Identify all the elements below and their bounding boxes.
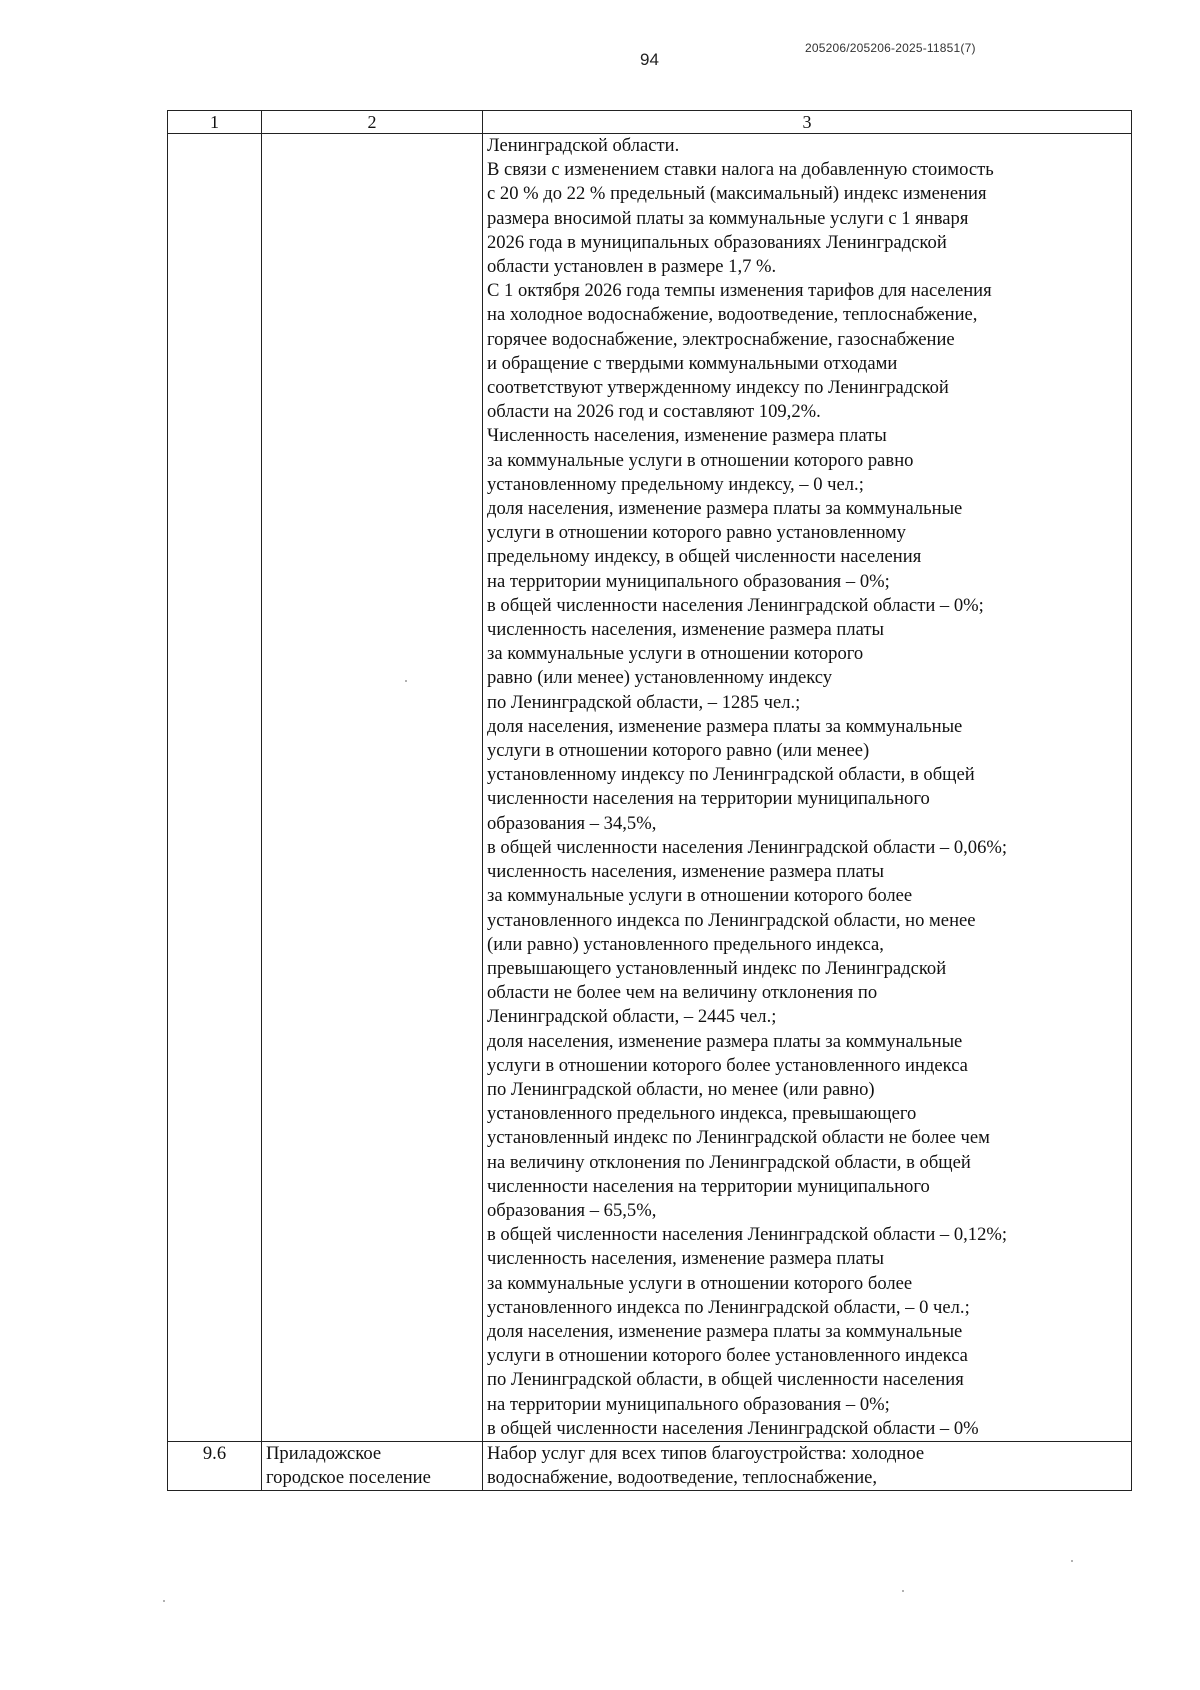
- description-line: горячее водоснабжение, электроснабжение, газоснабжение: [487, 328, 955, 350]
- description-line: численности населения на территории муниципального: [487, 788, 930, 810]
- description-line: образования – 65,5%,: [487, 1199, 657, 1221]
- column-header-1: 1: [168, 111, 262, 134]
- description-line: услуги в отношении которого равно (или менее): [487, 740, 870, 762]
- page-number: 94: [640, 50, 659, 69]
- description-line: за коммунальные услуги в отношении которого: [487, 643, 864, 665]
- description-cell: [483, 1441, 1132, 1490]
- description-line: доля населения, изменение размера платы за коммунальные: [487, 1320, 963, 1342]
- row-number-cell: 9.6: [168, 1441, 262, 1490]
- description-line: Ленинградской области.: [487, 135, 680, 156]
- table-header-row: [168, 111, 1132, 134]
- description-line: установленному индексу по Ленинградской области, в общей: [487, 764, 975, 786]
- description-line: области на 2026 год и составляют 109,2%.: [487, 401, 821, 423]
- scan-speck: [902, 1590, 904, 1592]
- description-line: услуги в отношении которого равно установленному: [487, 522, 906, 544]
- table-row-9-6: [168, 1441, 1132, 1490]
- description-line: численность населения, изменение размера платы: [487, 861, 884, 883]
- description-line: соответствуют утвержденному индексу по Ленинградской: [487, 377, 949, 399]
- municipal-services-table: [167, 110, 1132, 1491]
- description-line: на холодное водоснабжение, водоотведение, теплоснабжение,: [487, 304, 978, 326]
- description-line: на территории муниципального образования – 0%;: [487, 1393, 890, 1415]
- description-line: и обращение с твердыми коммунальными отходами: [487, 352, 898, 374]
- description-line: за коммунальные услуги в отношении которого более: [487, 1272, 913, 1294]
- document-code: 205206/205206-2025-11851(7): [805, 41, 976, 55]
- column-header-3: 3: [483, 111, 1132, 134]
- description-line: области не более чем на величину отклонения по: [487, 982, 878, 1004]
- description-line: 2026 года в муниципальных образованиях Ленинградской: [487, 231, 947, 253]
- municipality-name-line: Приладожское: [266, 1442, 382, 1464]
- description-line: установленный индекс по Ленинградской области не более чем: [487, 1127, 990, 1149]
- description-line: с 20 % до 22 % предельный (максимальный) индекс изменения: [487, 183, 987, 205]
- municipality-name-cell: [262, 1441, 483, 1490]
- column-header-2: 2: [262, 111, 483, 134]
- description-line: установленного индекса по Ленинградской области, но менее: [487, 909, 976, 931]
- description-line: установленного индекса по Ленинградской области, – 0 чел.;: [487, 1296, 970, 1318]
- municipality-name-line: городское поселение: [266, 1467, 431, 1489]
- description-line: установленного предельного индекса, превышающего: [487, 1103, 917, 1125]
- scan-speck: [1071, 1560, 1073, 1562]
- description-line: услуги в отношении которого более установленного индекса: [487, 1345, 968, 1367]
- description-line: размера вносимой платы за коммунальные услуги с 1 января: [487, 207, 969, 229]
- description-line: в общей численности населения Ленинградской области – 0%;: [487, 594, 984, 616]
- description-line: в общей численности населения Ленинградской области – 0,12%;: [487, 1224, 1008, 1246]
- municipality-name-cell: [262, 134, 483, 1442]
- description-line: в общей численности населения Ленинградской области – 0,06%;: [487, 836, 1008, 858]
- scan-speck: [163, 1600, 165, 1602]
- description-line: Набор услуг для всех типов благоустройства: холодное: [487, 1442, 925, 1464]
- description-line: (или равно) установленного предельного индекса,: [487, 933, 884, 955]
- description-line: установленному предельному индексу, – 0 чел.;: [487, 473, 864, 495]
- description-line: за коммунальные услуги в отношении которого более: [487, 885, 913, 907]
- description-line: услуги в отношении которого более установленного индекса: [487, 1054, 968, 1076]
- description-line: на территории муниципального образования – 0%;: [487, 570, 890, 592]
- scan-speck: [405, 680, 407, 682]
- description-line: образования – 34,5%,: [487, 812, 657, 834]
- description-line: доля населения, изменение размера платы за коммунальные: [487, 715, 963, 737]
- description-line: равно (или менее) установленному индексу: [487, 667, 833, 689]
- description-line: численность населения, изменение размера платы: [487, 1248, 884, 1270]
- description-line: области установлен в размере 1,7 %.: [487, 256, 777, 278]
- description-line: по Ленинградской области, но менее (или равно): [487, 1078, 875, 1100]
- table-row-continuation: [168, 134, 1132, 1442]
- description-line: по Ленинградской области, – 1285 чел.;: [487, 691, 801, 713]
- description-line: за коммунальные услуги в отношении которого равно: [487, 449, 914, 471]
- description-line: по Ленинградской области, в общей численности населения: [487, 1369, 964, 1391]
- description-line: превышающего установленный индекс по Ленинградской: [487, 957, 947, 979]
- description-line: Ленинградской области, – 2445 чел.;: [487, 1006, 777, 1028]
- description-line: на величину отклонения по Ленинградской области, в общей: [487, 1151, 971, 1173]
- description-cell: [483, 134, 1132, 1442]
- description-line: Численность населения, изменение размера платы: [487, 425, 887, 447]
- description-line: С 1 октября 2026 года темпы изменения тарифов для населения: [487, 280, 992, 302]
- description-line: В связи с изменением ставки налога на добавленную стоимость: [487, 159, 994, 181]
- description-line: предельному индексу, в общей численности населения: [487, 546, 922, 568]
- description-line: доля населения, изменение размера платы за коммунальные: [487, 498, 963, 520]
- description-line: численность населения, изменение размера платы: [487, 619, 884, 641]
- row-number-cell: [168, 134, 262, 1442]
- description-line: в общей численности населения Ленинградской области – 0%: [487, 1417, 979, 1439]
- description-line: численности населения на территории муниципального: [487, 1175, 930, 1197]
- description-line: водоснабжение, водоотведение, теплоснабжение,: [487, 1467, 878, 1489]
- description-line: доля населения, изменение размера платы за коммунальные: [487, 1030, 963, 1052]
